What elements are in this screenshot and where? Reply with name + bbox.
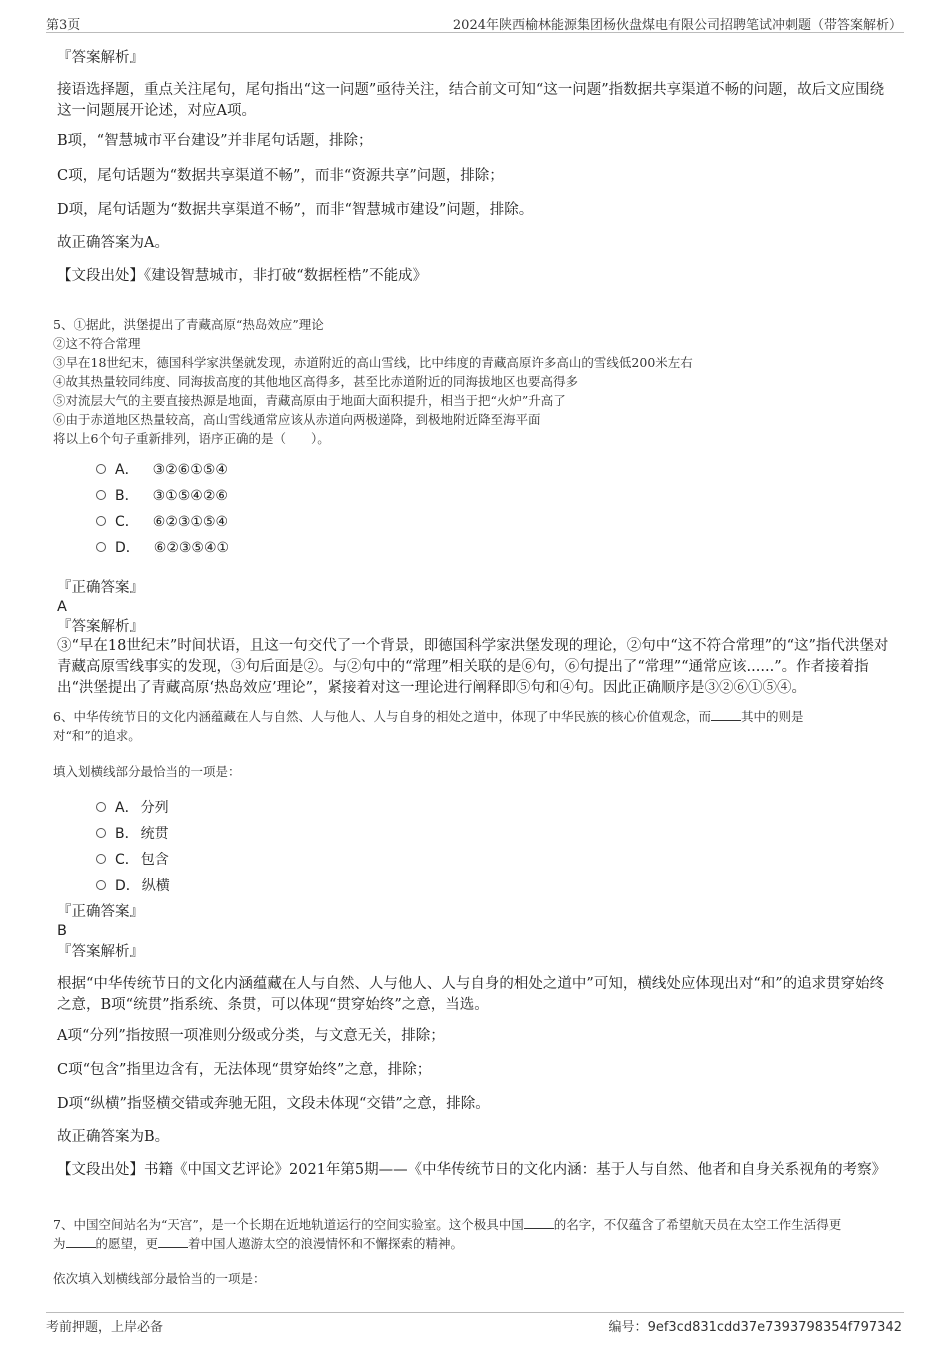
option-text: 分列: [140, 800, 169, 816]
radio-icon[interactable]: [96, 828, 106, 838]
blank: [66, 1235, 96, 1248]
option-text: 纵横: [141, 878, 170, 894]
q5-line: 5、①据此，洪堡提出了青藏高原“热岛效应”理论: [53, 317, 324, 332]
footer-slogan: 考前押题，上岸必备: [46, 1320, 164, 1335]
q6-option-b[interactable]: [96, 823, 169, 843]
q6-answer-label: 『正确答案』: [57, 904, 144, 920]
option-text: ⑥②③①⑤④: [152, 514, 229, 530]
q7-stem-text: 7、中国空间站名为“天宫”，是一个长期在近地轨道运行的空间实验室。这个极具中国: [53, 1217, 524, 1232]
page-footer: [46, 1312, 904, 1335]
q6-stem-text: 对“和”的追求。: [53, 728, 141, 743]
q4-analysis-p4: D项，尾句话题为“数据共享渠道不畅”，而非“智慧城市建设”问题，排除。: [57, 202, 534, 218]
option-letter: A．: [115, 462, 139, 478]
q5-line: 将以上6个句子重新排列，语序正确的是（ ）。: [53, 431, 330, 446]
q6-analysis-p1: 根据“中华传统节日的文化内涵蕴藏在人与自然、人与他人、人与自身的相处之道中”可知，横线处应体现出对“和”的追求贯穿始终之意，B项“统贯”指系统、条贯，可以体现“贯穿始终”之意，当选。: [57, 976, 885, 1013]
option-letter: C．: [115, 852, 139, 868]
q5-analysis: ③“早在18世纪末”时间状语，且这一句交代了一个背景，即德国科学家洪堡发现的理论，②句中“这不符合常理”的“这”指代洪堡对青藏高原雪线事实的发现，③句后面是②。与②句中的“常理”相关联的是⑥句，⑥句提出了“常理”“通常应该......”。作者接着指出“洪堡提出了青藏高原‘热岛效应’理论”，紧接着对这一理论进行阐释即⑤句和④句。因此正确顺序是③②⑥①⑤④。: [57, 638, 889, 696]
option-text: ③②⑥①⑤④: [152, 462, 228, 478]
code-value: 9ef3cd831cdd37e7393798354f797342: [647, 1320, 902, 1335]
option-text: ③①⑤④②⑥: [152, 488, 228, 504]
document-code: [609, 1316, 902, 1335]
q7-stem-text: 的名字，不仅蕴含了希望航天员在太空工作生活得更: [553, 1217, 842, 1232]
q6-stem: [53, 707, 903, 745]
q5-option-b[interactable]: [96, 485, 228, 505]
q4-analysis-p2: B项，“智慧城市平台建设”并非尾句话题，排除；: [57, 133, 373, 149]
q6-option-d[interactable]: [96, 875, 170, 895]
radio-icon[interactable]: [96, 802, 106, 812]
q7-prompt: 依次填入划横线部分最恰当的一项是：: [53, 1271, 266, 1286]
q5-line: ⑥由于赤道地区热量较高，高山雪线通常应该从赤道向两极递降，到极地附近降至海平面: [53, 412, 541, 427]
q6-analysis-p4: D项“纵横”指竖横交错或奔驰无阻，文段未体现“交错”之意，排除。: [57, 1096, 490, 1112]
option-letter: A．: [115, 800, 139, 816]
q5-answer-label: 『正确答案』: [57, 580, 144, 596]
q5-analysis-label: 『答案解析』: [57, 619, 144, 635]
option-text: 统贯: [140, 826, 169, 842]
q6-answer: B: [57, 923, 67, 939]
page-number: 第3页: [46, 18, 81, 33]
q6-source: 【文段出处】书籍《中国文艺评论》2021年第5期——《中华传统节日的文化内涵：基于人与自然、他者和自身关系视角的考察》: [57, 1162, 887, 1178]
radio-icon[interactable]: [96, 880, 106, 890]
q5-option-a[interactable]: [96, 459, 228, 479]
q4-analysis-p1: 接语选择题，重点关注尾句，尾句指出“这一问题”亟待关注，结合前文可知“这一问题”指数据共享渠道不畅的问题，故后文应围绕这一问题展开论述，对应A项。: [57, 82, 885, 119]
radio-icon[interactable]: [96, 464, 106, 474]
q6-prompt: 填入划横线部分最恰当的一项是：: [53, 764, 241, 779]
blank: [158, 1235, 188, 1248]
q7-stem-text: 的愿望，更: [95, 1236, 159, 1251]
q7-stem-text: 为: [53, 1236, 66, 1251]
q5-answer: A: [57, 599, 67, 615]
option-letter: D．: [115, 878, 140, 894]
document-title: 2024年陕西榆林能源集团杨伙盘煤电有限公司招聘笔试冲刺题（带答案解析）: [452, 18, 902, 33]
q6-option-c[interactable]: [96, 849, 169, 869]
q6-conclusion: 故正确答案为B。: [57, 1129, 170, 1145]
q4-analysis-p3: C项，尾句话题为“数据共享渠道不畅”，而非“资源共享”问题，排除；: [57, 168, 504, 184]
q6-stem-text: 6、中华传统节日的文化内涵蕴藏在人与自然、人与他人、人与自身的相处之道中，体现了中华民族的核心价值观念，而: [53, 709, 711, 724]
q5-line: ③早在18世纪末，德国科学家洪堡就发现，赤道附近的高山雪线，比中纬度的青藏高原许多高山的雪线低200米左右: [53, 355, 693, 370]
q6-option-a[interactable]: [96, 797, 169, 817]
code-label: 编号：: [608, 1320, 648, 1335]
option-text: ⑥②③⑤④①: [153, 540, 230, 556]
option-letter: D．: [115, 540, 140, 556]
q4-source: 【文段出处】《建设智慧城市，非打破“数据桎梏”不能成》: [57, 268, 428, 284]
q5-option-c[interactable]: [96, 511, 228, 531]
radio-icon[interactable]: [96, 516, 106, 526]
option-text: 包含: [140, 852, 169, 868]
q5-line: ⑤对流层大气的主要直接热源是地面，青藏高原由于地面大面积提升，相当于把“火炉”升高了: [53, 393, 566, 408]
q7-stem-text: 着中国人遨游太空的浪漫情怀和不懈探索的精神。: [188, 1236, 464, 1251]
q6-analysis-p3: C项“包含”指里边含有，无法体现“贯穿始终”之意，排除；: [57, 1062, 432, 1078]
option-letter: B．: [115, 826, 139, 842]
q6-analysis-label: 『答案解析』: [57, 944, 144, 960]
q4-analysis-label: 『答案解析』: [57, 50, 144, 66]
option-letter: B．: [115, 488, 139, 504]
blank: [711, 708, 741, 721]
radio-icon[interactable]: [96, 542, 106, 552]
q6-analysis-p2: A项“分列”指按照一项准则分级或分类，与文意无关，排除；: [57, 1028, 445, 1044]
option-letter: C．: [115, 514, 139, 530]
q5-stem: [53, 315, 903, 448]
radio-icon[interactable]: [96, 854, 106, 864]
radio-icon[interactable]: [96, 490, 106, 500]
q7-stem: [53, 1215, 903, 1253]
blank: [524, 1216, 554, 1229]
page-header: [46, 12, 904, 33]
q5-option-d[interactable]: [96, 537, 229, 557]
q5-line: ④故其热量较同纬度、同海拔高度的其他地区高得多，甚至比赤道附近的同海拔地区也要高得多: [53, 374, 579, 389]
q4-conclusion: 故正确答案为A。: [57, 235, 169, 251]
q6-stem-text: 其中的则是: [740, 709, 804, 724]
q5-line: ②这不符合常理: [53, 336, 141, 351]
